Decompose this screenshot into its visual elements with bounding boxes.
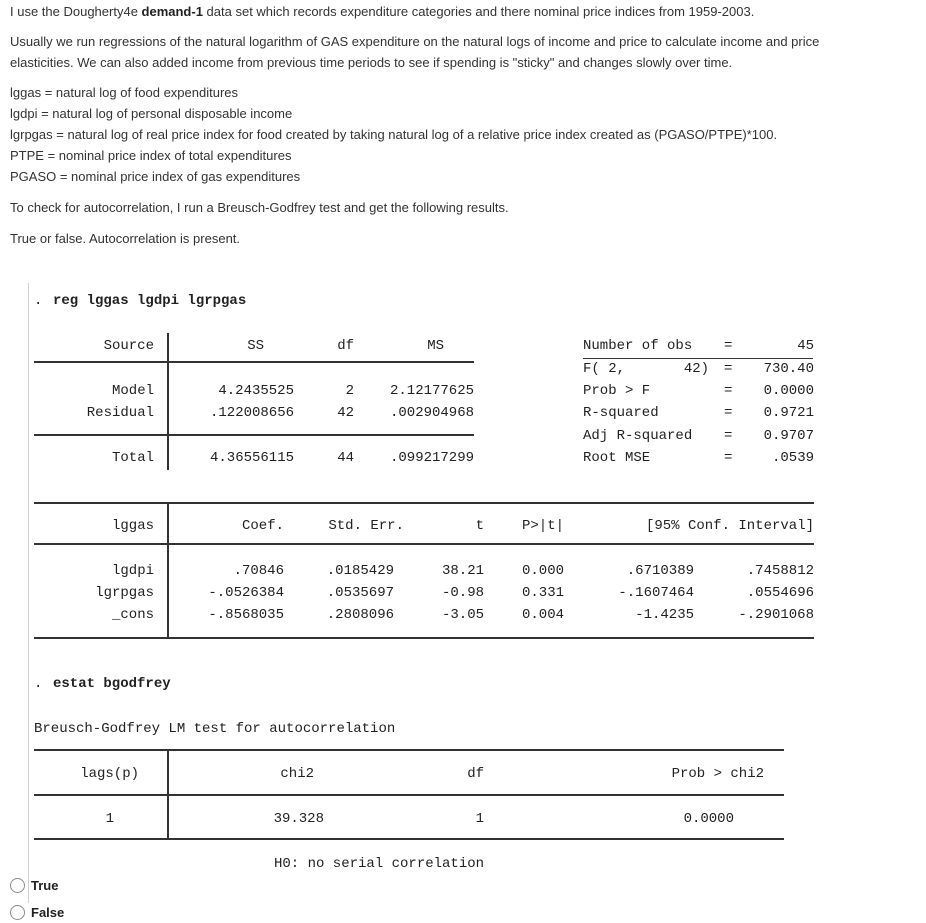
stat-value: 0.9707: [763, 428, 814, 444]
coef-value: -.8568035: [208, 607, 284, 623]
command-prompt-dot: .: [34, 293, 43, 309]
stat-value: 45: [797, 338, 814, 354]
definition-ptpe: PTPE = nominal price index of total expenditures: [10, 148, 292, 163]
radio-button[interactable]: [10, 905, 25, 920]
usually-line-1: Usually we run regressions of the natural logarithm of GAS expenditure on the natural logs of income and price to calculate income and price: [10, 34, 820, 49]
coef-header-p: P>|t|: [521, 518, 564, 534]
coef-bottom-rule: [34, 637, 814, 639]
coef-top-rule: [34, 502, 814, 504]
coef-se: .0535697: [326, 585, 394, 601]
radio-button[interactable]: [10, 878, 25, 893]
command-prompt-dot: .: [34, 676, 43, 692]
anova-source: Residual: [86, 405, 154, 421]
bg-test-title: Breusch-Godfrey LM test for autocorrelation: [34, 721, 396, 737]
anova-ss: .122008656: [209, 405, 294, 421]
anova-ss: 4.36556115: [209, 450, 294, 466]
coef-ci-high: -.2901068: [738, 607, 814, 623]
coef-divider: [167, 502, 169, 639]
anova-ms: 2.12177625: [389, 383, 474, 399]
coef-p: 0.004: [521, 607, 564, 623]
bg-bottom-rule: [34, 838, 784, 840]
anova-df: 44: [337, 450, 354, 466]
coef-value: .70846: [233, 563, 284, 579]
anova-header-rule: [34, 361, 474, 363]
definition-lggas: lggas = natural log of food expenditures: [10, 85, 239, 100]
coef-se: .0185429: [326, 563, 394, 579]
anova-ss: 4.2435525: [218, 383, 294, 399]
anova-df: 42: [337, 405, 354, 421]
option-false[interactable]: [10, 905, 64, 920]
coef-ci-low: -.1607464: [618, 585, 694, 601]
definition-lgdpi: lgdpi = natural log of personal disposable income: [10, 106, 293, 121]
stat-label: R-squared: [583, 405, 659, 421]
stat-equals: =: [724, 405, 733, 421]
stat-equals: =: [724, 450, 733, 466]
bg-header-df: df: [467, 766, 484, 782]
coef-p: 0.331: [521, 585, 564, 601]
bg-header-prob: Prob > chi2: [671, 766, 764, 782]
stat-label: F( 2, 42): [583, 361, 710, 377]
stat-label: Prob > F: [583, 383, 651, 399]
option-label: False: [31, 905, 65, 920]
check-text: To check for autocorrelation, I run a Breusch-Godfrey test and get the following results.: [10, 200, 509, 215]
anova-header-ms: MS: [427, 338, 444, 354]
option-label: True: [31, 878, 59, 893]
coef-header-t: t: [475, 518, 484, 534]
regress-command: reg lggas lgdpi lgrpgas: [53, 293, 247, 309]
bg-df-value: 1: [475, 811, 484, 827]
dataset-name: demand-1: [141, 4, 203, 19]
coef-header-se: Std. Err.: [328, 518, 404, 534]
intro-part1: I use the Dougherty4e: [10, 4, 142, 19]
definition-lgrpgas: lgrpgas = natural log of real price index for food created by taking natural log of a relative price index created as (PGASO/PTPE)*100.: [10, 127, 778, 142]
coef-p: 0.000: [521, 563, 564, 579]
estat-command: estat bgodfrey: [53, 676, 171, 692]
coef-header-ci: [95% Conf. Interval]: [645, 518, 814, 534]
coef-header-rule: [34, 543, 814, 545]
coef-t: -3.05: [441, 607, 484, 623]
coef-header-coef: Coef.: [241, 518, 284, 534]
stat-value: 0.0000: [763, 383, 814, 399]
stat-label: Number of obs: [583, 338, 693, 354]
anova-divider: [167, 333, 169, 470]
null-hypothesis: H0: no serial correlation: [274, 856, 485, 872]
coef-t: -0.98: [441, 585, 484, 601]
coef-ci-high: .7458812: [746, 563, 814, 579]
bg-divider: [167, 749, 169, 840]
coef-ci-low: -1.4235: [635, 607, 694, 623]
stat-value: .0539: [771, 450, 814, 466]
anova-ms: .099217299: [389, 450, 474, 466]
stata-output: [28, 283, 829, 903]
bg-header-rule: [34, 794, 784, 796]
intro-part2: data set which records expenditure categories and there nominal price indices from 1959-2003.: [202, 4, 755, 19]
stat-label: Adj R-squared: [583, 428, 693, 444]
coef-se: .2808096: [326, 607, 394, 623]
coef-t: 38.21: [441, 563, 484, 579]
stat-label: Root MSE: [583, 450, 651, 466]
stat-value: 730.40: [763, 361, 814, 377]
bg-lags-value: 1: [105, 811, 114, 827]
stat-equals: =: [724, 338, 733, 354]
coef-var: lgrpgas: [95, 585, 154, 601]
anova-df: 2: [345, 383, 354, 399]
anova-header-source: Source: [103, 338, 154, 354]
intro-text: [10, 1, 754, 22]
anova-header-ss: SS: [247, 338, 264, 354]
stats-rule: [583, 358, 813, 359]
bg-header-lags: lags(p): [80, 766, 139, 782]
stat-equals: =: [724, 383, 733, 399]
stat-value: 0.9721: [763, 405, 814, 421]
definition-pgaso: PGASO = nominal price index of gas expenditures: [10, 169, 301, 184]
anova-source: Total: [111, 450, 154, 466]
usually-line-2: elasticities. We can also added income from previous time periods to see if spending is "sticky" and changes slowly over time.: [10, 55, 733, 70]
coef-value: -.0526384: [208, 585, 284, 601]
coef-var: _cons: [111, 607, 154, 623]
stat-equals: =: [724, 428, 733, 444]
anova-total-rule: [34, 434, 474, 436]
coef-header-depvar: lggas: [111, 518, 154, 534]
stat-equals: =: [724, 361, 733, 377]
anova-ms: .002904968: [389, 405, 474, 421]
coef-ci-high: .0554696: [746, 585, 814, 601]
option-true[interactable]: [10, 878, 58, 893]
anova-source: Model: [111, 383, 154, 399]
bg-header-chi2: chi2: [280, 766, 314, 782]
coef-ci-low: .6710389: [626, 563, 694, 579]
coef-var: lgdpi: [111, 563, 154, 579]
bg-prob-value: 0.0000: [683, 811, 734, 827]
anova-header-df: df: [337, 338, 354, 354]
bg-top-rule: [34, 749, 784, 751]
question-prompt: True or false. Autocorrelation is present.: [10, 231, 241, 246]
bg-chi2-value: 39.328: [273, 811, 324, 827]
